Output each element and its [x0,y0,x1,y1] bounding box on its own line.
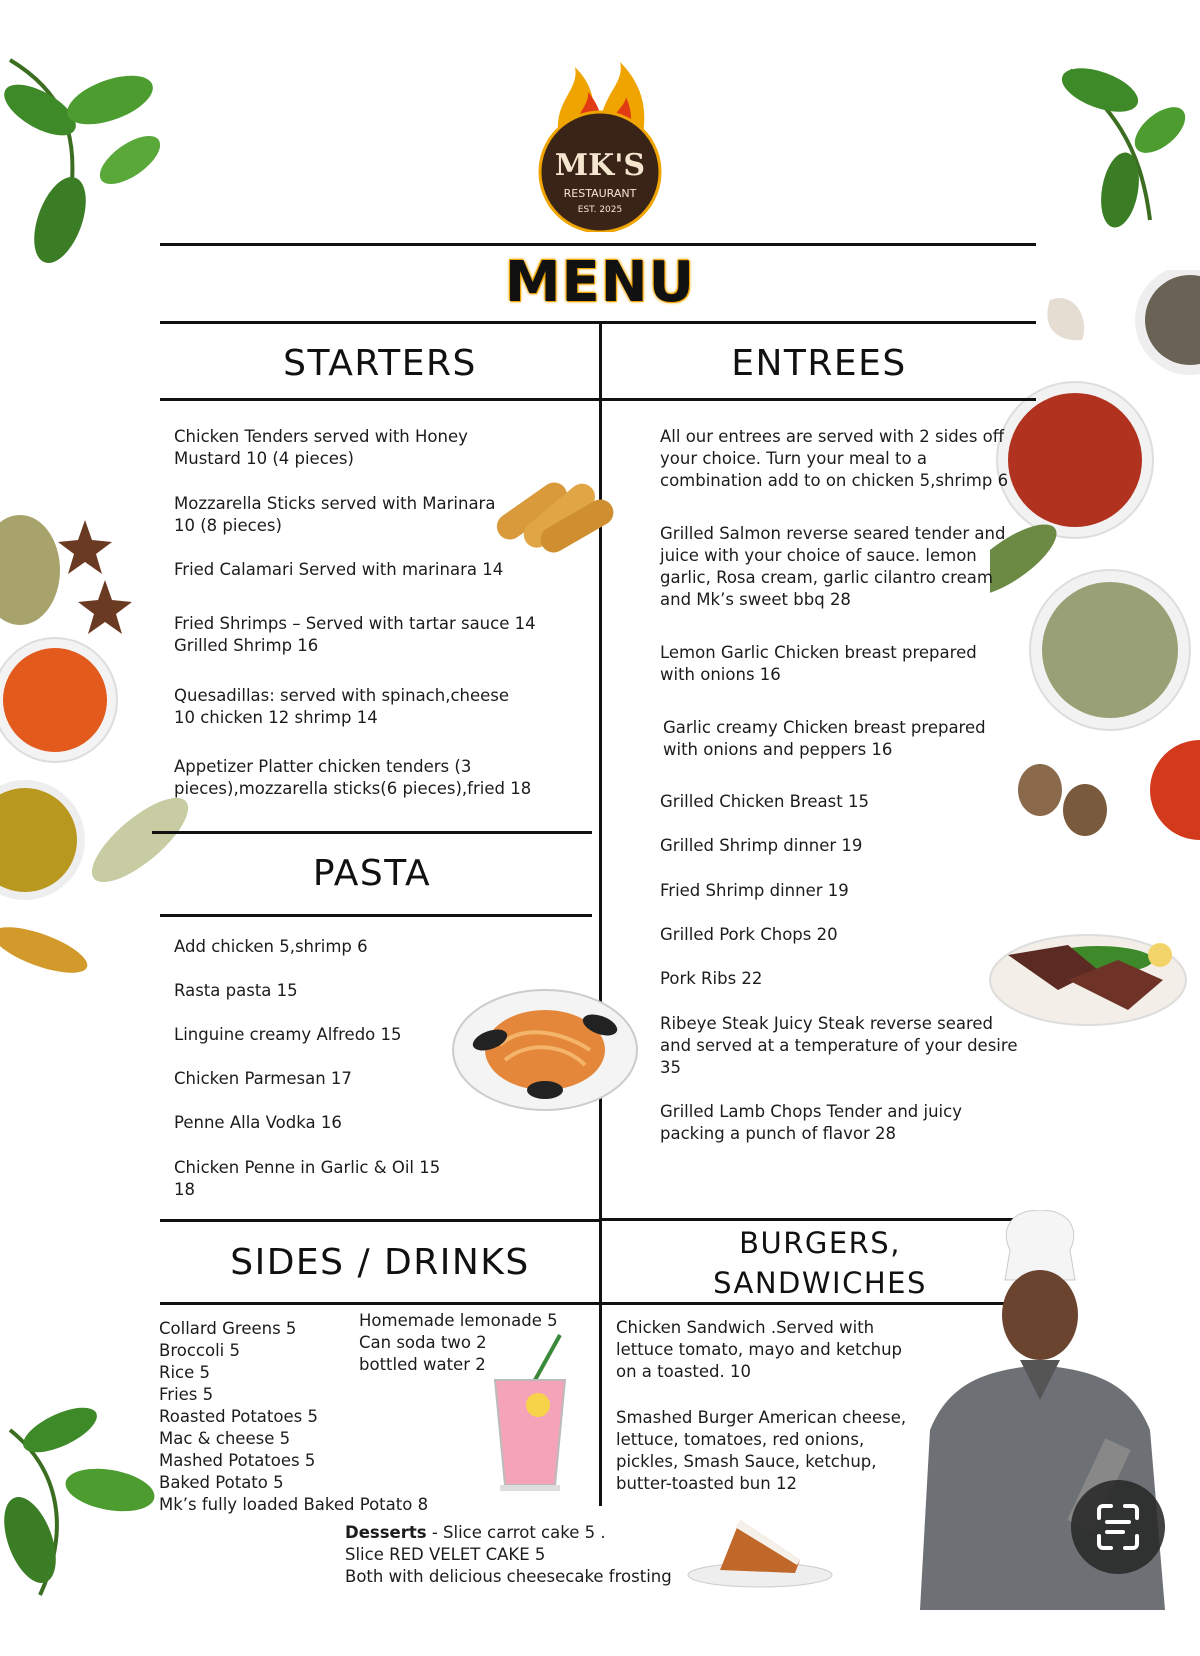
lamb-chops-icon [988,910,1188,1030]
menu-item: All our entrees are served with 2 sides off your choice. Turn your meal to a combination add to on chicken 5,shrimp 6 [660,427,1009,490]
drinks-list: Homemade lemonade 5 Can soda two 2 bottled water 2 [359,1311,558,1374]
divider [152,831,592,834]
pasta-heading: PASTA [312,853,432,894]
menu-item: Smashed Burger American cheese, lettuce, tomatoes, red onions, pickles, Smash Sauce, ketchup, butter-toasted bun 12 [616,1408,907,1493]
menu-item: Pork Ribs 22 [660,969,763,988]
menu-item: Chicken Penne in Garlic & Oil 15 18 [174,1158,441,1199]
menu-title: MENU [504,250,696,315]
starters-heading: STARTERS [283,343,477,384]
desserts-note: Both with delicious cheesecake frosting [345,1567,672,1586]
desserts-item: - Slice carrot cake 5 . [426,1523,606,1542]
logo-name: MK'S [554,148,646,183]
mozzarella-sticks-icon [487,468,622,563]
menu-item: Chicken Parmesan 17 [174,1069,352,1088]
menu-item: Chicken Sandwich .Served with lettuce tomato, mayo and ketchup on a toasted. 10 [616,1318,903,1381]
divider [160,243,1036,246]
menu-item: Add chicken 5,shrimp 6 [174,937,368,956]
lemonade-glass-icon [490,1330,570,1495]
sides-drinks-heading: SIDES / DRINKS [230,1242,530,1283]
menu-item: Fried Shrimp dinner 19 [660,881,849,900]
basil-leaf-icon [1050,50,1200,230]
menu-item: Ribeye Steak Juicy Steak reverse seared and served at a temperature of your desire 35 [660,1014,1018,1077]
menu-item: Appetizer Platter chicken tenders (3 pieces),mozzarella sticks(6 pieces),fried 18 [174,757,532,798]
menu-item: Garlic creamy Chicken breast prepared with onions and peppers 16 [663,718,986,759]
desserts-label: Desserts [345,1523,427,1542]
divider [602,398,1036,401]
menu-item: Grilled Salmon reverse seared tender and juice with your choice of sauce. lemon garlic, Rosa cream, garlic cilantro cream and Mk’s sweet bbq 28 [660,524,1006,609]
divider [160,1302,600,1305]
menu-item: Grilled Shrimp dinner 19 [660,836,863,855]
menu-item: Linguine creamy Alfredo 15 [174,1025,402,1044]
divider [160,914,592,917]
menu-item: Penne Alla Vodka 16 [174,1113,342,1132]
desserts-line [345,1522,672,1544]
menu-item: Chicken Tenders served with Honey Mustard 10 (4 pieces) [174,427,468,468]
divider [160,321,1036,324]
logo-subtitle: RESTAURANT [563,187,637,200]
divider [160,1219,600,1222]
sides-list: Collard Greens 5 Broccoli 5 Rice 5 Fries 5 Roasted Potatoes 5 Mac & cheese 5 Mashed Potatoes 5 Baked Potato 5 Mk’s fully loaded Baked Potato 8 [159,1319,429,1514]
divider [160,398,600,401]
restaurant-logo [530,62,670,232]
spice-bowl-icon [0,510,190,1010]
lens-scan-icon [1071,1480,1165,1574]
menu-item: Lemon Garlic Chicken breast prepared with onions 16 [660,643,977,684]
cake-slice-icon [685,1505,835,1590]
menu-item: Grilled Chicken Breast 15 [660,792,869,811]
desserts-item: Slice RED VELET CAKE 5 [345,1545,546,1564]
burgers-heading: BURGERS, SANDWICHES [713,1226,927,1300]
menu-item: Quesadillas: served with spinach,cheese 10 chicken 12 shrimp 14 [174,686,510,727]
pasta-plate-icon [450,985,640,1115]
menu-item: Grilled Pork Chops 20 [660,925,838,944]
menu-item: Rasta pasta 15 [174,981,298,1000]
logo-established: EST. 2025 [577,205,623,215]
menu-item: Fried Shrimps – Served with tartar sauce 14 Grilled Shrimp 16 [174,614,536,655]
lens-scan-button[interactable] [1071,1480,1165,1574]
desserts-block [345,1522,672,1588]
menu-item: Mozzarella Sticks served with Marinara 10 (8 pieces) [174,494,496,535]
basil-leaf-icon [0,1390,160,1600]
basil-leaf-icon [0,50,180,270]
menu-item: Grilled Lamb Chops Tender and juicy packing a punch of flavor 28 [660,1102,962,1143]
menu-item: Fried Calamari Served with marinara 14 [174,560,504,579]
entrees-heading: ENTREES [731,343,907,384]
